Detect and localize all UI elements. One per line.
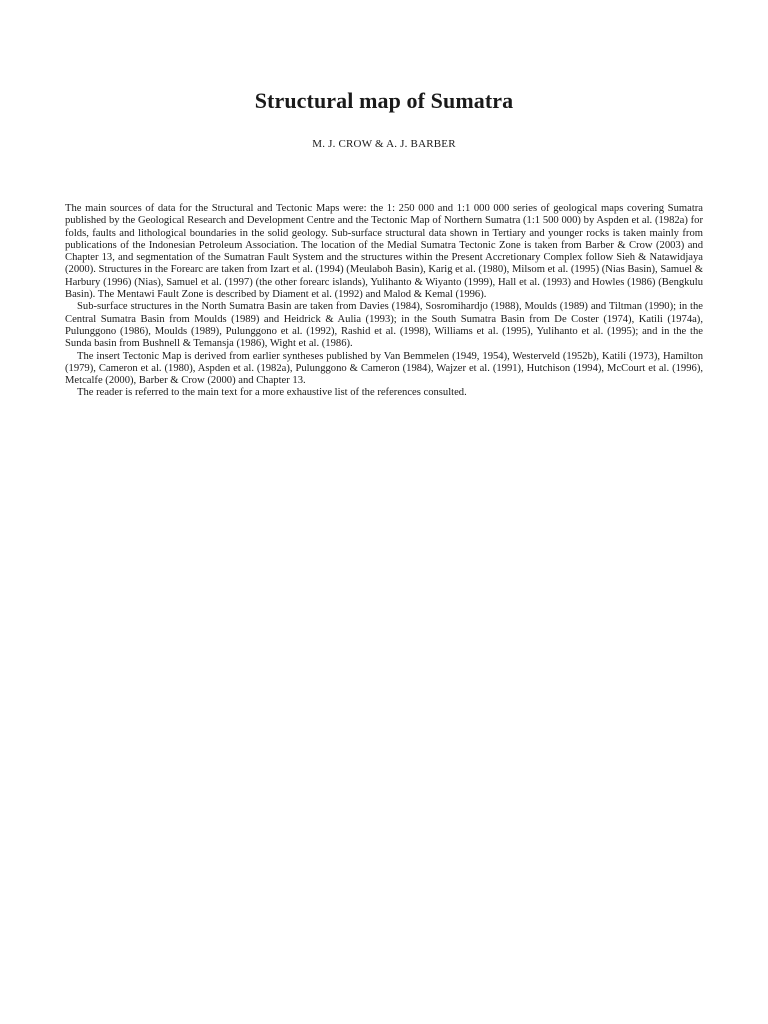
document-body: [65, 203, 703, 400]
document-authors: M. J. CROW & A. J. BARBER: [312, 138, 456, 150]
paragraph-subsurface-structures: Sub-surface structures in the North Sumatra Basin are taken from Davies (1984), Sosromihardjo (1988), Moulds (1989) and Tiltman (1990); in the Central Sumatra Basin from Moulds (1989) and Heidrick & Aulia (1993); in the South Sumatra Basin from De Coster (1974), Katili (1974a), Pulunggono (1986), Moulds (1989), Pulunggono et al. (1992), Rashid et al. (1998), Williams et al. (1995), Yulihanto et al. (1995); and in the the Sunda basin from Bushnell & Temansja (1986), Wight et al. (1986).: [65, 301, 703, 350]
paragraph-insert-tectonic-map: The insert Tectonic Map is derived from earlier syntheses published by Van Bemmelen (1949, 1954), Westerveld (1952b), Katili (1973), Hamilton (1979), Cameron et al. (1980), Aspden et al. (1982a), Pulunggono & Cameron (1984), Wajzer et al. (1991), Hutchison (1994), McCourt et al. (1996), Metcalfe (2000), Barber & Crow (2000) and Chapter 13.: [65, 350, 703, 387]
document-title: Structural map of Sumatra: [254, 88, 514, 113]
paragraph-data-sources: The main sources of data for the Structural and Tectonic Maps were: the 1: 250 000 and 1:1 000 000 series of geological maps covering Sumatra published by the Geological Research and Development Centre and the Tectonic Map of Northern Sumatra (1:1 500 000) by Aspden et al. (1982a) for folds, faults and lithological boundaries in the solid geology. Sub-surface structural data shown in Tertiary and younger rocks is taken mainly from publications of the Indonesian Petroleum Association. The location of the Medial Sumatra Tectonic Zone is taken from Barber & Crow (2003) and Chapter 13, and segmentation of the Sumatran Fault System and the structures within the Present Accretionary Complex follow Sieh & Natawidjaya (2000). Structures in the Forearc are taken from Izart et al. (1994) (Meulaboh Basin), Karig et al. (1980), Milsom et al. (1995) (Nias Basin), Samuel & Harbury (1996) (Nias), Samuel et al. (1997) (the other forearc islands), Yulihanto & Wiyanto (1999), Hall et al. (1993) and Howles (1986) (Bengkulu Basin). The Mentawi Fault Zone is described by Diament et al. (1992) and Malod & Kemal (1996).: [65, 203, 703, 301]
paragraph-references-note: The reader is referred to the main text for a more exhaustive list of the references consulted.: [77, 387, 467, 399]
